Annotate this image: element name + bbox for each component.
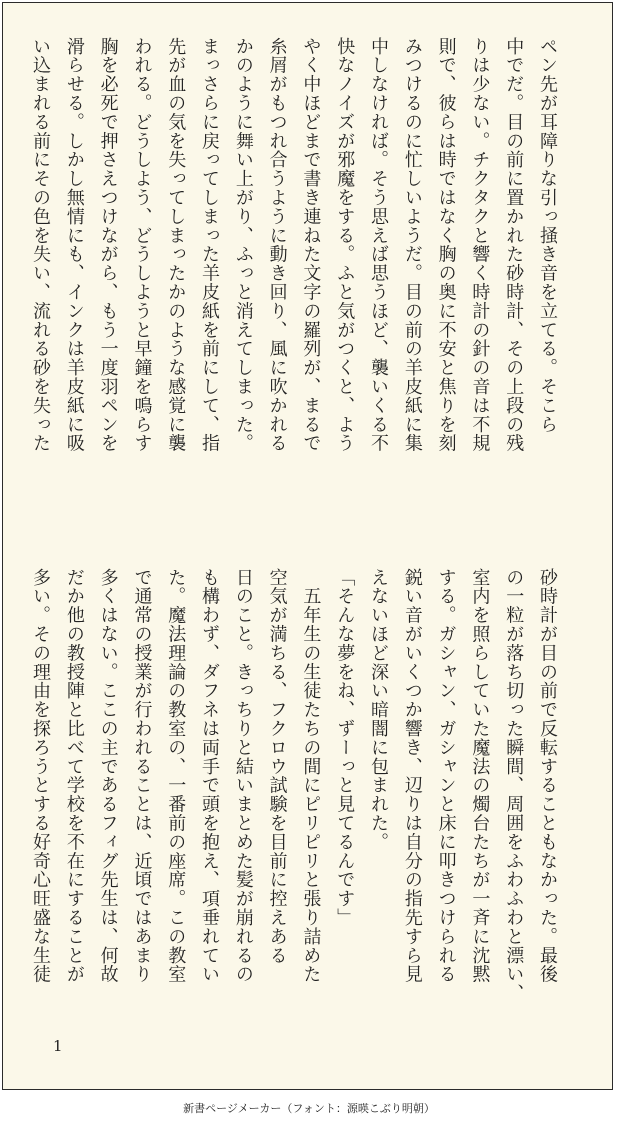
text-line: 糸屑がもつれ合うように動き回り、風に吹かれる [266, 37, 288, 453]
text-line: 日のこと。きっちりと結いまとめた髪が崩れるの [232, 568, 254, 984]
text-line: 中でだ。目の前に置かれた砂時計、その上段の残 [503, 37, 525, 453]
text-line: も構わず、ダフネは両手で頭を抱え、項垂れてい [199, 568, 221, 984]
text-line: 多い。その理由を探ろうとする好奇心旺盛な生徒 [30, 568, 52, 984]
text-line: だか他の教授陣と比べて学校を不在にすることが [63, 568, 85, 984]
footer-caption: 新書ページメーカー（フォント：源暎こぶり明朝） [183, 1102, 435, 1115]
text-line: ペン先が耳障りな引っ掻き音を立てる。そこら [537, 37, 558, 434]
text-line: で通常の授業が行われることは、近頃ではあまり [131, 568, 153, 984]
text-line: 則で、彼らは時ではなく胸の奥に不安と焦りを刻 [435, 37, 457, 453]
text-block-bottom [30, 568, 564, 1003]
text-line: する。ガシャン、ガシャンと床に叩きつけられる [435, 568, 457, 984]
text-line: 室内を照らしていた魔法の燭台たちが一斉に沈黙 [469, 568, 491, 984]
text-line: た。魔法理論の教室の、一番前の座席。この教室 [165, 568, 187, 984]
text-line: 滑らせる。しかし無情にも、インクは羊皮紙に吸 [63, 37, 85, 453]
text-line: まっさらに戻ってしまった羊皮紙を前にして、指 [199, 37, 221, 453]
text-line: の一粒が落ち切った瞬間、周囲をふわふわと漂い、 [503, 568, 525, 1003]
book-page [2, 2, 613, 1090]
text-line: 空気が満ちる、フクロウ試験を目前に控えある [266, 568, 288, 965]
text-line: 中しなければ。そう思えば思うほど、襲いくる不 [368, 37, 390, 453]
text-line: 快なノイズが邪魔をする。ふと気がつくと、よう [334, 37, 356, 453]
text-line: 多くはない。ここの主であるフィグ先生は、何故 [97, 568, 119, 984]
text-line: えないほど深い暗闇に包まれた。 [368, 568, 390, 852]
page-number: 1 [53, 1037, 63, 1055]
text-line: かのように舞い上がり、ふっと消えてしまった。 [232, 37, 254, 453]
text-line: やく中ほどまで書き連ねた文字の羅列が、まるで [300, 37, 322, 453]
text-line: 「そんな夢をね、ずーっと見てるんです」 [334, 568, 356, 928]
text-line: みつけるのに忙しいようだ。目の前の羊皮紙に集 [401, 37, 423, 453]
text-line: 先が血の気を失ってしまったかのような感覚に襲 [165, 37, 187, 453]
text-line: い込まれる前にその色を失い、流れる砂を失った [30, 37, 52, 453]
text-line: 五年生の生徒たちの間にピリピリと張り詰めた [300, 568, 322, 984]
text-line: 砂時計が目の前で反転することもなかった。最後 [537, 568, 558, 984]
text-line: われる。どうしよう、どうしようと早鐘を鳴らす [131, 37, 153, 453]
text-block-top [30, 37, 564, 520]
text-line: 鋭い音がいくつか響き、辺りは自分の指先すら見 [401, 568, 423, 984]
text-line: 胸を必死で押さえつけながら、もう一度羽ペンを [97, 37, 119, 453]
text-line: りは少ない。チクタクと響く時計の針の音は不規 [469, 37, 491, 453]
